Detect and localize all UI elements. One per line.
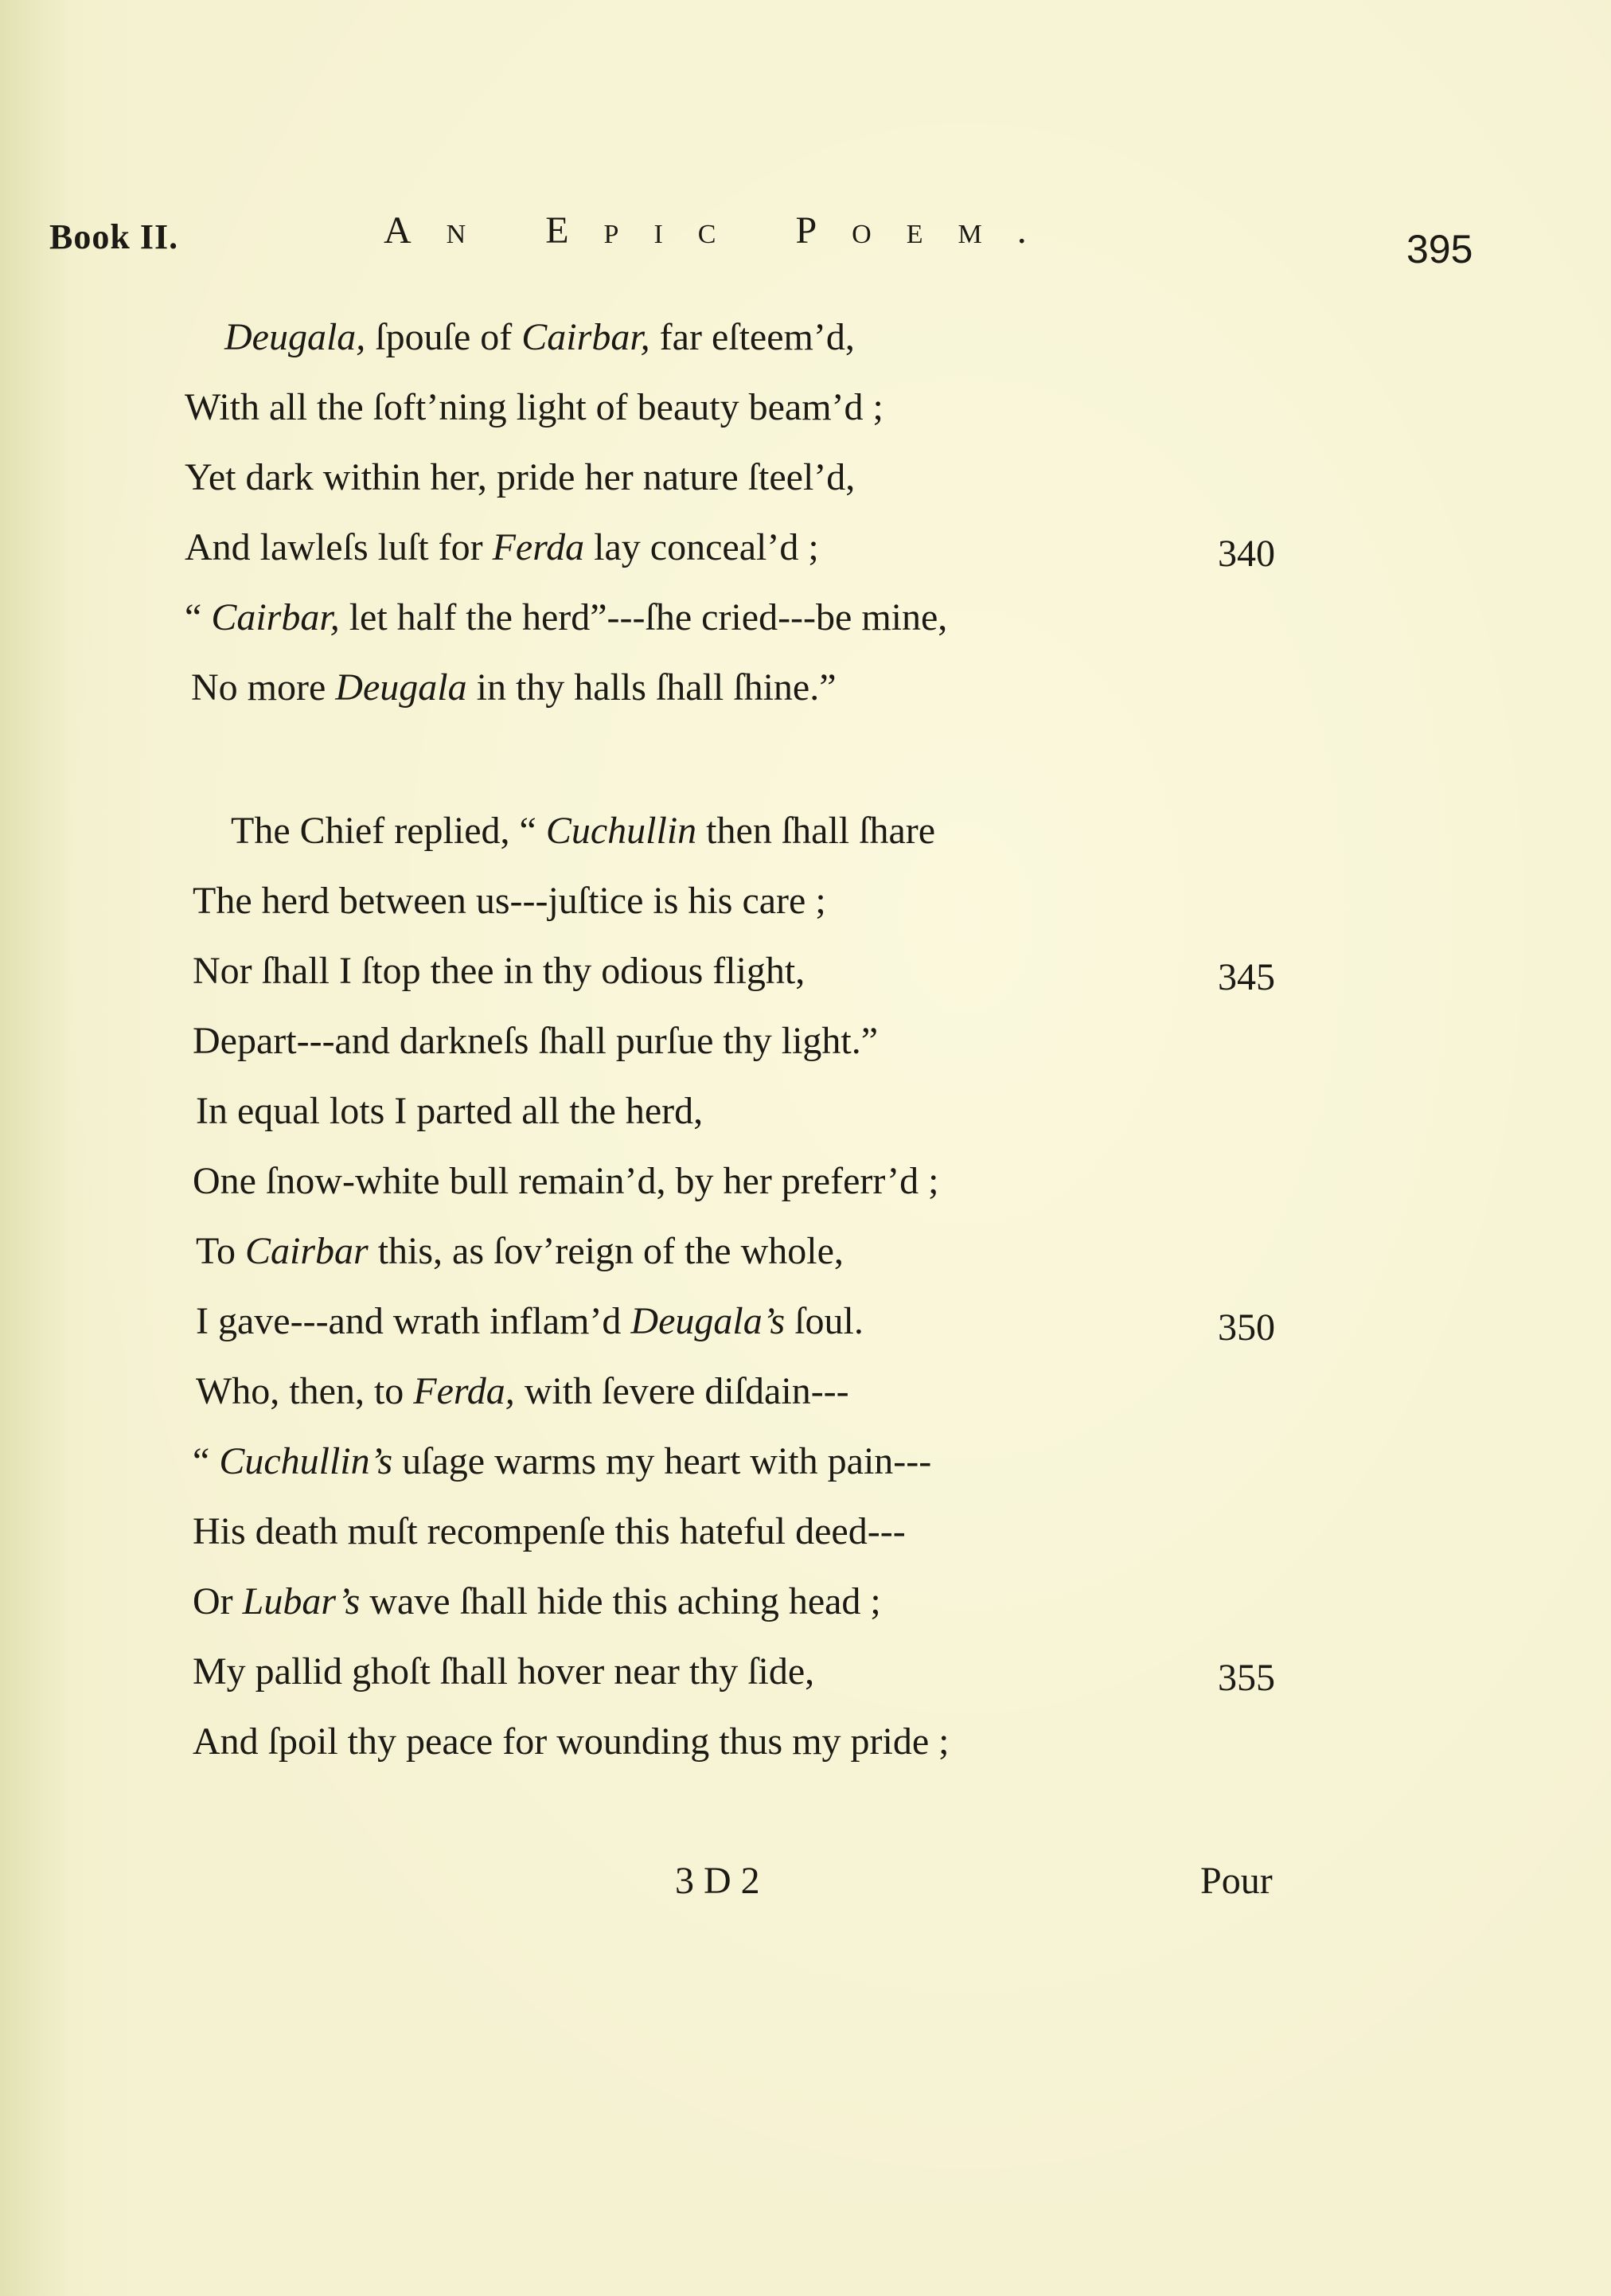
verse-text: Nor ſhall I ſtop thee in thy odious flight, <box>193 950 806 992</box>
verse-text: far eſteem’d, <box>649 316 855 358</box>
verse-italic-text: Cairbar, <box>521 316 650 358</box>
verse-text: I gave---and wrath inflam’d <box>196 1300 631 1342</box>
verse-line <box>193 936 805 1006</box>
verse-text: “ <box>193 1440 220 1482</box>
verse-text: In equal lots I parted all the herd, <box>196 1090 704 1132</box>
verse-text: My pallid ghoſt ſhall hover near thy ſide, <box>193 1650 815 1693</box>
verse-text: ſoul. <box>785 1300 864 1342</box>
verse-line <box>185 583 947 653</box>
verse-line <box>185 373 884 443</box>
line-number: 345 <box>1218 956 1275 998</box>
verse-text: let half the herd”---ſhe cried---be mine, <box>339 596 948 638</box>
verse-italic-text: Lubar’s <box>242 1580 361 1622</box>
verse-text: uſage warms my heart with pain--- <box>392 1440 932 1482</box>
page-number: 395 <box>1406 227 1473 271</box>
verse-line <box>193 1497 906 1567</box>
line-number: 340 <box>1218 533 1275 575</box>
verse-line <box>193 1637 814 1707</box>
verse-italic-text: Ferda, <box>413 1370 515 1412</box>
verse-text: wave ſhall hide this aching head ; <box>360 1580 881 1622</box>
verse-text: And ſpoil thy peace for wounding thus my pride ; <box>193 1720 950 1763</box>
verse-line <box>193 1567 881 1637</box>
verse-italic-text: Cuchullin’s <box>219 1440 393 1482</box>
verse-line <box>196 1287 864 1357</box>
verse-line <box>196 1216 844 1287</box>
verse-text: Or <box>193 1580 243 1622</box>
verse-line <box>185 513 819 583</box>
verse-text: this, as ſov’reign of the whole, <box>368 1230 844 1272</box>
verse-text: One ſnow-white bull remain’d, by her preferr’d ; <box>193 1160 939 1202</box>
verse-line <box>193 1146 938 1216</box>
verse-line <box>193 866 826 936</box>
verse-line <box>193 1006 878 1076</box>
verse-text: No more <box>191 666 336 709</box>
verse-text: ſpouſe of <box>365 316 522 358</box>
verse-italic-text: Cairbar, <box>211 596 340 638</box>
verse-line <box>185 443 855 513</box>
running-head <box>49 209 1482 272</box>
verse-italic-text: Deugala <box>335 666 467 709</box>
signature-mark: 3 D 2 <box>675 1860 760 1902</box>
line-number: 350 <box>1218 1306 1275 1349</box>
verse-text: Who, then, to <box>196 1370 414 1412</box>
verse-line <box>196 1357 849 1427</box>
verse-text: To <box>196 1230 245 1272</box>
verse-italic-text: Ferda <box>492 526 585 568</box>
verse-line <box>224 303 855 373</box>
verse-italic-text: Deugala, <box>224 316 366 358</box>
verse-text: The Chief replied, “ <box>231 810 546 852</box>
running-head-title: An Epic Poem. <box>384 209 1062 252</box>
verse-italic-text: Deugala’s <box>630 1300 786 1342</box>
verse-text: His death muſt recompenſe this hateful deed--- <box>193 1510 906 1552</box>
verse-text: in thy halls ſhall ſhine.” <box>466 666 837 709</box>
verse-line <box>191 653 837 723</box>
verse-line <box>231 796 935 866</box>
verse-text: Depart---and darkneſs ſhall purſue thy light.” <box>193 1020 879 1062</box>
verse-line <box>193 1707 950 1777</box>
catchword: Pour <box>1200 1860 1273 1902</box>
verse-line <box>193 1427 931 1497</box>
verse-text: The herd between us---juſtice is his care ; <box>193 880 826 922</box>
verse-text: then ſhall ſhare <box>696 810 936 852</box>
verse-text: lay conceal’d ; <box>584 526 819 568</box>
verse-text: And lawleſs luſt for <box>185 526 493 568</box>
verse-text: Yet dark within her, pride her nature ſteel’d, <box>185 456 856 498</box>
verse-text: with ſevere diſdain--- <box>514 1370 849 1412</box>
verse-italic-text: Cuchullin <box>545 810 697 852</box>
verse-italic-text: Cairbar <box>244 1230 369 1272</box>
verse-text: “ <box>185 596 212 638</box>
verse-text: With all the ſoft’ning light of beauty beam’d ; <box>185 386 884 428</box>
verse-line <box>196 1076 703 1146</box>
line-number: 355 <box>1218 1657 1275 1699</box>
running-head-book: Book II. <box>49 217 179 256</box>
